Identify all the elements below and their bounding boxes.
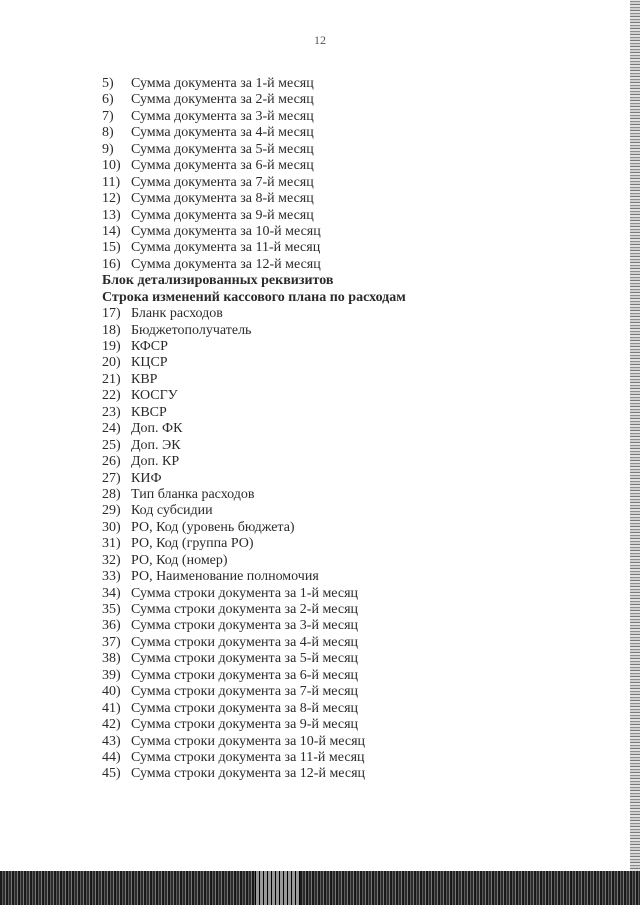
list-item — [102, 306, 602, 322]
list-item — [102, 372, 602, 388]
list-item-number: 30) — [102, 519, 121, 535]
list-item — [102, 175, 602, 191]
list-item — [102, 602, 602, 618]
list-item — [102, 421, 602, 437]
list-item — [102, 92, 602, 108]
list-item-text: РО, Код (группа РО) — [131, 536, 254, 552]
list-item-text: Сумма документа за 2-й месяц — [131, 92, 314, 108]
list-item — [102, 618, 602, 634]
list-item — [102, 355, 602, 371]
list-item-number: 41) — [102, 700, 121, 716]
list-item-text: РО, Код (номер) — [131, 552, 228, 568]
list-item-text: Сумма строки документа за 8-й месяц — [131, 700, 359, 716]
list-item-text: КИФ — [131, 470, 162, 486]
list-item-number: 26) — [102, 454, 121, 470]
list-item-number: 45) — [102, 766, 121, 782]
list-item — [102, 191, 602, 207]
list-item-text: Сумма документа за 5-й месяц — [131, 141, 314, 157]
list-item-text: Сумма строки документа за 4-й месяц — [131, 634, 359, 650]
list-item-text: Код субсидии — [131, 503, 213, 519]
list-item-text: Сумма строки документа за 5-й месяц — [131, 651, 359, 667]
section-heading: Строка изменений кассового плана по расходам — [102, 289, 406, 305]
list-item-number: 13) — [102, 207, 121, 223]
list-item-text: Сумма строки документа за 12-й месяц — [131, 766, 366, 782]
list-item-text: Доп. ЭК — [131, 437, 181, 453]
list-item — [102, 158, 602, 174]
list-item-text: Доп. КР — [131, 454, 180, 470]
list-item — [102, 471, 602, 487]
list-item-number: 7) — [102, 108, 114, 124]
list-item-number: 37) — [102, 634, 121, 650]
list-item — [102, 339, 602, 355]
list-item-text: Сумма строки документа за 1-й месяц — [131, 585, 359, 601]
list-item — [102, 651, 602, 667]
list-item-text: Сумма строки документа за 11-й месяц — [131, 749, 365, 765]
list-item — [102, 717, 602, 733]
list-item-text: РО, Код (уровень бюджета) — [131, 519, 295, 535]
list-item-number: 32) — [102, 552, 121, 568]
list-item-text: Сумма документа за 6-й месяц — [131, 158, 314, 174]
list-item — [102, 668, 602, 684]
list-item-number: 19) — [102, 339, 121, 354]
list-item-number: 6) — [102, 92, 114, 108]
list-item-number: 17) — [102, 306, 121, 322]
list-item-text: Сумма документа за 1-й месяц — [131, 76, 314, 91]
list-item-text: Сумма документа за 8-й месяц — [131, 191, 314, 207]
scan-edge-right — [630, 0, 640, 905]
list-item-number: 8) — [102, 125, 114, 141]
list-item-number: 23) — [102, 404, 121, 420]
list-item-text: Сумма строки документа за 3-й месяц — [131, 618, 359, 634]
list-item-text: Сумма документа за 7-й месяц — [131, 174, 314, 190]
list-item-text: КФСР — [131, 339, 168, 354]
list-item-number: 39) — [102, 667, 121, 683]
list-item-text: Сумма строки документа за 7-й месяц — [131, 684, 359, 700]
list-item-number: 10) — [102, 158, 121, 174]
list-item — [102, 520, 602, 536]
list-item-text: Доп. ФК — [131, 421, 183, 437]
list-item — [102, 405, 602, 421]
list-item-text: КОСГУ — [131, 388, 178, 404]
list-item-number: 35) — [102, 602, 121, 617]
list-item — [102, 438, 602, 454]
list-item — [102, 257, 602, 273]
list-item-text: Сумма документа за 4-й месяц — [131, 125, 314, 141]
scan-edge-bottom-artifact — [255, 871, 300, 905]
list-item-text: Сумма строки документа за 6-й месяц — [131, 667, 359, 683]
list-item-number: 20) — [102, 355, 121, 371]
list-item — [102, 701, 602, 717]
list-item-text: Сумма документа за 11-й месяц — [131, 240, 321, 256]
list-item — [102, 323, 602, 339]
list-item-text: Сумма документа за 10-й месяц — [131, 223, 321, 239]
list-item-number: 12) — [102, 191, 121, 207]
list-item — [102, 454, 602, 470]
list-item — [102, 569, 602, 585]
list-item — [102, 586, 602, 602]
page-number: 12 — [314, 33, 326, 47]
list-item — [102, 109, 602, 125]
list-item — [102, 503, 602, 519]
list-item — [102, 142, 602, 158]
list-item-number: 18) — [102, 322, 121, 338]
list-item-number: 24) — [102, 421, 121, 437]
list-item — [102, 208, 602, 224]
list-item — [102, 635, 602, 651]
list-item-text: Сумма документа за 12-й месяц — [131, 256, 321, 272]
list-item — [102, 734, 602, 750]
list-item-text: КЦСР — [131, 355, 168, 371]
list-item-number: 38) — [102, 651, 121, 667]
list-item-number: 31) — [102, 536, 121, 552]
list-item-text: КВСР — [131, 404, 167, 420]
list-item — [102, 750, 602, 766]
list-item-number: 14) — [102, 223, 121, 239]
list-item-number: 22) — [102, 388, 121, 404]
list-item — [102, 240, 602, 256]
list-item-number: 27) — [102, 470, 121, 486]
list-item-text: КВР — [131, 371, 158, 387]
list-item-number: 29) — [102, 503, 121, 519]
list-item-number: 25) — [102, 437, 121, 453]
list-item-text: Сумма документа за 9-й месяц — [131, 207, 314, 223]
list-item — [102, 125, 602, 141]
list-item-number: 16) — [102, 256, 121, 272]
list-item — [102, 536, 602, 552]
list-item — [102, 388, 602, 404]
list-item-text: РО, Наименование полномочия — [131, 569, 319, 585]
list-item-number: 34) — [102, 585, 121, 601]
section-heading: Блок детализированных реквизитов — [102, 273, 334, 289]
list-item-number: 11) — [102, 174, 121, 190]
list-item — [102, 766, 602, 782]
list-item-number: 9) — [102, 141, 114, 157]
list-item-number: 33) — [102, 569, 121, 585]
list-item-text: Сумма строки документа за 9-й месяц — [131, 717, 359, 733]
list-item — [102, 487, 602, 503]
list-item-number: 43) — [102, 733, 121, 749]
list-item-text: Сумма документа за 3-й месяц — [131, 108, 314, 124]
list-item-number: 42) — [102, 717, 121, 733]
list-item — [102, 684, 602, 700]
list-item-text: Тип бланка расходов — [131, 486, 255, 502]
list-item-number: 15) — [102, 240, 121, 256]
list-item — [102, 553, 602, 569]
list-item-text: Сумма строки документа за 10-й месяц — [131, 733, 366, 749]
list-item-number: 28) — [102, 486, 121, 502]
list-item-text: Сумма строки документа за 2-й месяц — [131, 602, 359, 617]
scan-edge-bottom — [0, 871, 640, 905]
list-item-number: 36) — [102, 618, 121, 634]
list-item-number: 21) — [102, 371, 121, 387]
list-item — [102, 76, 602, 92]
list-item-number: 44) — [102, 749, 121, 765]
list-item-text: Бюджетополучатель — [131, 322, 252, 338]
list-item — [102, 224, 602, 240]
document-list — [102, 76, 602, 783]
list-item-text: Бланк расходов — [131, 306, 223, 322]
list-item-number: 5) — [102, 76, 114, 91]
list-item-number: 40) — [102, 684, 121, 700]
